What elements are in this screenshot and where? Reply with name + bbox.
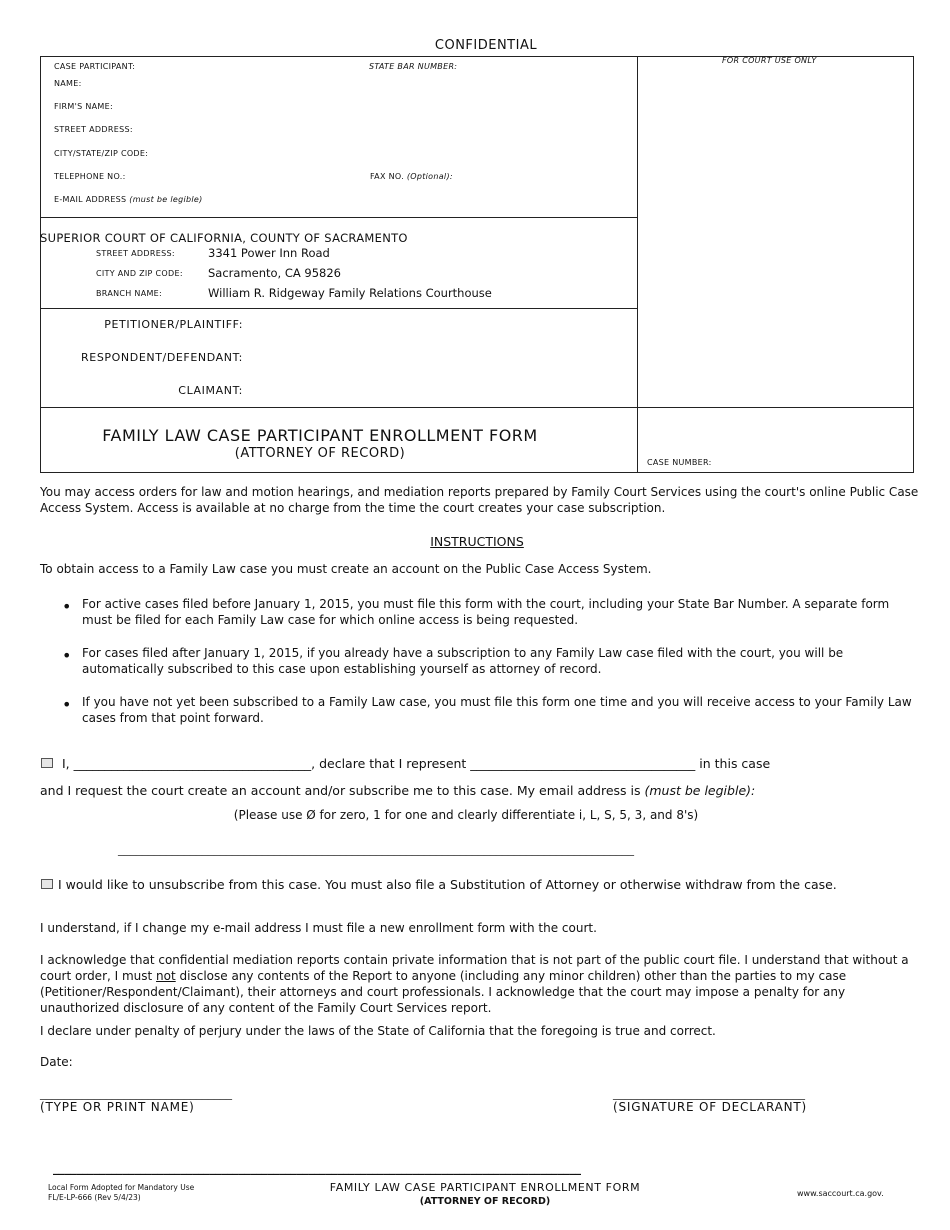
respondent-label: RESPONDENT/DEFENDANT: xyxy=(81,351,243,364)
court-street-label: STREET ADDRESS: xyxy=(96,249,175,258)
fax-label xyxy=(370,172,453,181)
court-street-value: 3341 Power Inn Road xyxy=(208,246,330,260)
instruction-bullet: For active cases filed before January 1, 2015, you must file this form with the court, including your State Bar Number. A separate form must be filed for each Family Law case for which online access is being requested. xyxy=(82,597,890,627)
telephone-label: TELEPHONE NO.: xyxy=(54,172,126,181)
declaration-line-2 xyxy=(40,783,755,798)
email-address-blank[interactable]: ______________________________________________________________________________________ xyxy=(118,842,634,856)
instruction-bullet: If you have not yet been subscribed to a Family Law case, you must file this form one time and you will receive access to your Family Law cases from that point forward. xyxy=(82,695,912,725)
claimant-label: CLAIMANT: xyxy=(178,384,243,397)
divider-court xyxy=(40,308,638,309)
form-subtitle: (ATTORNEY OF RECORD) xyxy=(234,446,406,461)
footer-website[interactable]: www.saccourt.ca.gov. xyxy=(797,1189,884,1198)
fax-text: FAX NO. xyxy=(370,172,404,181)
declaration-line-1: I, ______________________________________, declare that I represent ____________________________________ in this case xyxy=(62,756,771,771)
intro-paragraph: You may access orders for law and motion hearings, and mediation reports prepared by Family Court Services using the court's online Public Case Access System. Access is available at no charge from the time the court creates your case subscription. xyxy=(40,485,919,515)
fax-note: (Optional): xyxy=(406,172,453,181)
perjury-statement: I declare under penalty of perjury under the laws of the State of California that the foregoing is true and correct. xyxy=(40,1024,716,1038)
case-number-label: CASE NUMBER: xyxy=(647,458,712,467)
email-note: (must be legible) xyxy=(129,195,203,204)
email-label xyxy=(54,195,203,204)
city-label: CITY/STATE/ZIP CODE: xyxy=(54,149,149,158)
footer-adopted: Local Form Adopted for Mandatory Use xyxy=(48,1183,195,1192)
divider-participant xyxy=(40,217,638,218)
represent-checkbox[interactable] xyxy=(41,758,53,768)
unsubscribe-text: I would like to unsubscribe from this case. You must also file a Substitution of Attorney or otherwise withdraw from the case. xyxy=(58,877,837,892)
form-title: FAMILY LAW CASE PARTICIPANT ENROLLMENT FORM xyxy=(102,426,538,445)
court-branch-label: BRANCH NAME: xyxy=(96,289,163,298)
footer-title: FAMILY LAW CASE PARTICIPANT ENROLLMENT FORM xyxy=(329,1181,641,1194)
petitioner-label: PETITIONER/PLAINTIFF: xyxy=(104,318,243,331)
caption-divider xyxy=(637,56,638,473)
understand-text: I understand, if I change my e-mail address I must file a new enrollment form with the court. xyxy=(40,921,597,935)
street-label: STREET ADDRESS: xyxy=(54,125,133,134)
bullet-marker: • xyxy=(62,695,72,714)
footer-rule: ___________________________________________________________________________________________ xyxy=(53,1161,581,1175)
print-name-label: (TYPE OR PRINT NAME) xyxy=(40,1100,195,1114)
acknowledge-text-b: disclose any contents of the Report to anyone (including any minor children) other than the parties to my case (Petitioner/Respondent/Claimant), their attorneys and court professionals. I acknowledge that the court may impose a penalty for any unauthorized disclosure of any content of the Family Court Services report. xyxy=(40,969,847,1015)
court-title: SUPERIOR COURT OF CALIFORNIA, COUNTY OF SACRAMENTO xyxy=(40,231,408,245)
email-legible-note: (must be legible): xyxy=(644,783,756,798)
acknowledge-paragraph xyxy=(40,952,920,1016)
divider-parties xyxy=(40,407,914,408)
footer-form-number: FL/E-LP-666 (Rev 5/4/23) xyxy=(48,1193,141,1202)
instructions-lead: To obtain access to a Family Law case you must create an account on the Public Case Access System. xyxy=(40,562,652,576)
case-participant-label: CASE PARTICIPANT: xyxy=(54,62,136,71)
instruction-bullet: For cases filed after January 1, 2015, if you already have a subscription to any Family Law case filed with the court, you will be automatically subscribed to this case upon establishing yourself as attorney of record. xyxy=(82,646,844,676)
caption-frame xyxy=(40,56,914,473)
date-label: Date: xyxy=(40,1055,73,1069)
signature-blank[interactable]: ________________________________ xyxy=(613,1086,805,1100)
court-city-value: Sacramento, CA 95826 xyxy=(208,266,342,280)
bullet-marker: • xyxy=(62,597,72,616)
state-bar-label: STATE BAR NUMBER: xyxy=(369,62,458,71)
court-use-label: FOR COURT USE ONLY xyxy=(722,56,817,65)
confidential-label: CONFIDENTIAL xyxy=(434,38,538,53)
character-note: (Please use Ø for zero, 1 for one and clearly differentiate i, L, S, 5, 3, and 8's) xyxy=(233,808,699,822)
acknowledge-not: not xyxy=(156,969,176,983)
email-text: E-MAIL ADDRESS xyxy=(54,195,127,204)
court-city-label: CITY AND ZIP CODE: xyxy=(96,269,183,278)
name-label: NAME: xyxy=(54,79,82,88)
firm-label: FIRM'S NAME: xyxy=(54,102,113,111)
footer-subtitle: (ATTORNEY OF RECORD) xyxy=(419,1196,551,1207)
instructions-heading: INSTRUCTIONS xyxy=(430,534,524,549)
unsubscribe-checkbox[interactable] xyxy=(41,879,53,889)
court-branch-value: William R. Ridgeway Family Relations Courthouse xyxy=(208,286,492,300)
bullet-marker: • xyxy=(62,646,72,665)
declaration-line-2-text: and I request the court create an account and/or subscribe me to this case. My email address is xyxy=(40,783,645,798)
print-name-blank[interactable]: ________________________________ xyxy=(40,1086,232,1100)
signature-label: (SIGNATURE OF DECLARANT) xyxy=(613,1100,808,1114)
acknowledge-text-a: I acknowledge that confidential mediation reports contain private information that is not part of the public court file. I understand that without a court order, I must xyxy=(40,953,909,983)
